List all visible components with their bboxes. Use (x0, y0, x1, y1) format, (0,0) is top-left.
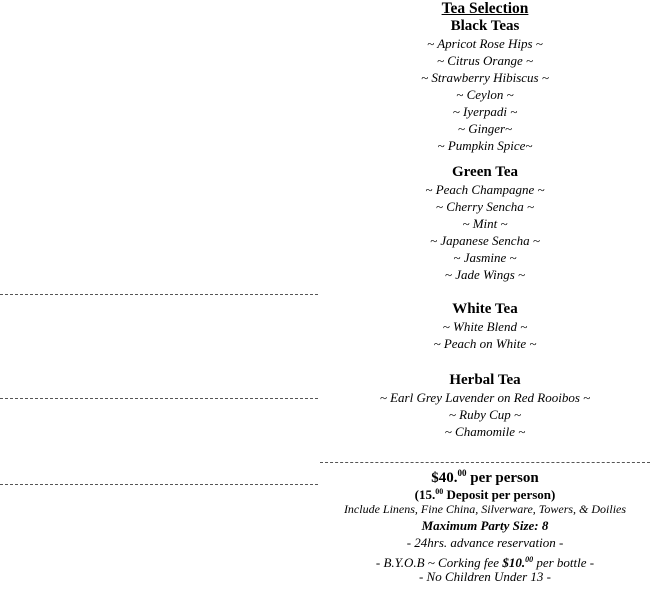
herbal-tea-title: Herbal Tea (449, 372, 521, 388)
deposit-per-person: (15.00 Deposit per person) (414, 487, 556, 502)
advance-reservation: - 24hrs. advance reservation - (406, 535, 564, 550)
max-party-size: Maximum Party Size: 8 (421, 518, 549, 533)
tea-japanese-sencha: ~ Japanese Sencha ~ (430, 233, 540, 248)
divider-second-patisserie (0, 398, 318, 399)
tea-pumpkin-spice: ~ Pumpkin Spice~ (437, 138, 533, 153)
byob-corking-fee: - B.Y.O.B ~ Corking fee $10.00 per bottle - (375, 555, 595, 570)
divider-first-second (0, 294, 318, 295)
tea-jade-wings: ~ Jade Wings ~ (444, 267, 526, 282)
price-per-person: $40.00 per person (431, 468, 539, 486)
tea-peach-champagne: ~ Peach Champagne ~ (425, 182, 545, 197)
black-teas-title: Black Teas (450, 18, 520, 34)
tea-cherry-sencha: ~ Cherry Sencha ~ (435, 199, 535, 214)
tea-peach-on-white: ~ Peach on White ~ (433, 336, 537, 351)
tea-chamomile: ~ Chamomile ~ (444, 424, 526, 439)
tea-ceylon: ~ Ceylon ~ (456, 87, 514, 102)
tea-selection-title: Tea Selection (441, 0, 529, 17)
divider-patisserie-bottom (0, 484, 318, 485)
green-tea-title: Green Tea (452, 164, 518, 180)
tea-strawberry-hibiscus: ~ Strawberry Hibiscus ~ (421, 70, 549, 85)
white-tea-title: White Tea (452, 301, 518, 317)
tea-ginger: ~ Ginger~ (457, 121, 513, 136)
includes-line: Include Linens, Fine China, Silverware, Towers, & Doilies (343, 502, 627, 516)
no-children: - No Children Under 13 - (418, 569, 552, 584)
divider-tea-pricing (320, 462, 650, 463)
tea-earl-grey-lavender: ~ Earl Grey Lavender on Red Rooibos ~ (379, 390, 591, 405)
tea-ruby-cup: ~ Ruby Cup ~ (448, 407, 522, 422)
tea-apricot-rose-hips: ~ Apricot Rose Hips ~ (427, 36, 543, 51)
tea-citrus-orange: ~ Citrus Orange ~ (436, 53, 534, 68)
tea-jasmine: ~ Jasmine ~ (453, 250, 517, 265)
tea-iyerpadi: ~ Iyerpadi ~ (452, 104, 518, 119)
tea-mint: ~ Mint ~ (462, 216, 508, 231)
tea-white-blend: ~ White Blend ~ (442, 319, 528, 334)
